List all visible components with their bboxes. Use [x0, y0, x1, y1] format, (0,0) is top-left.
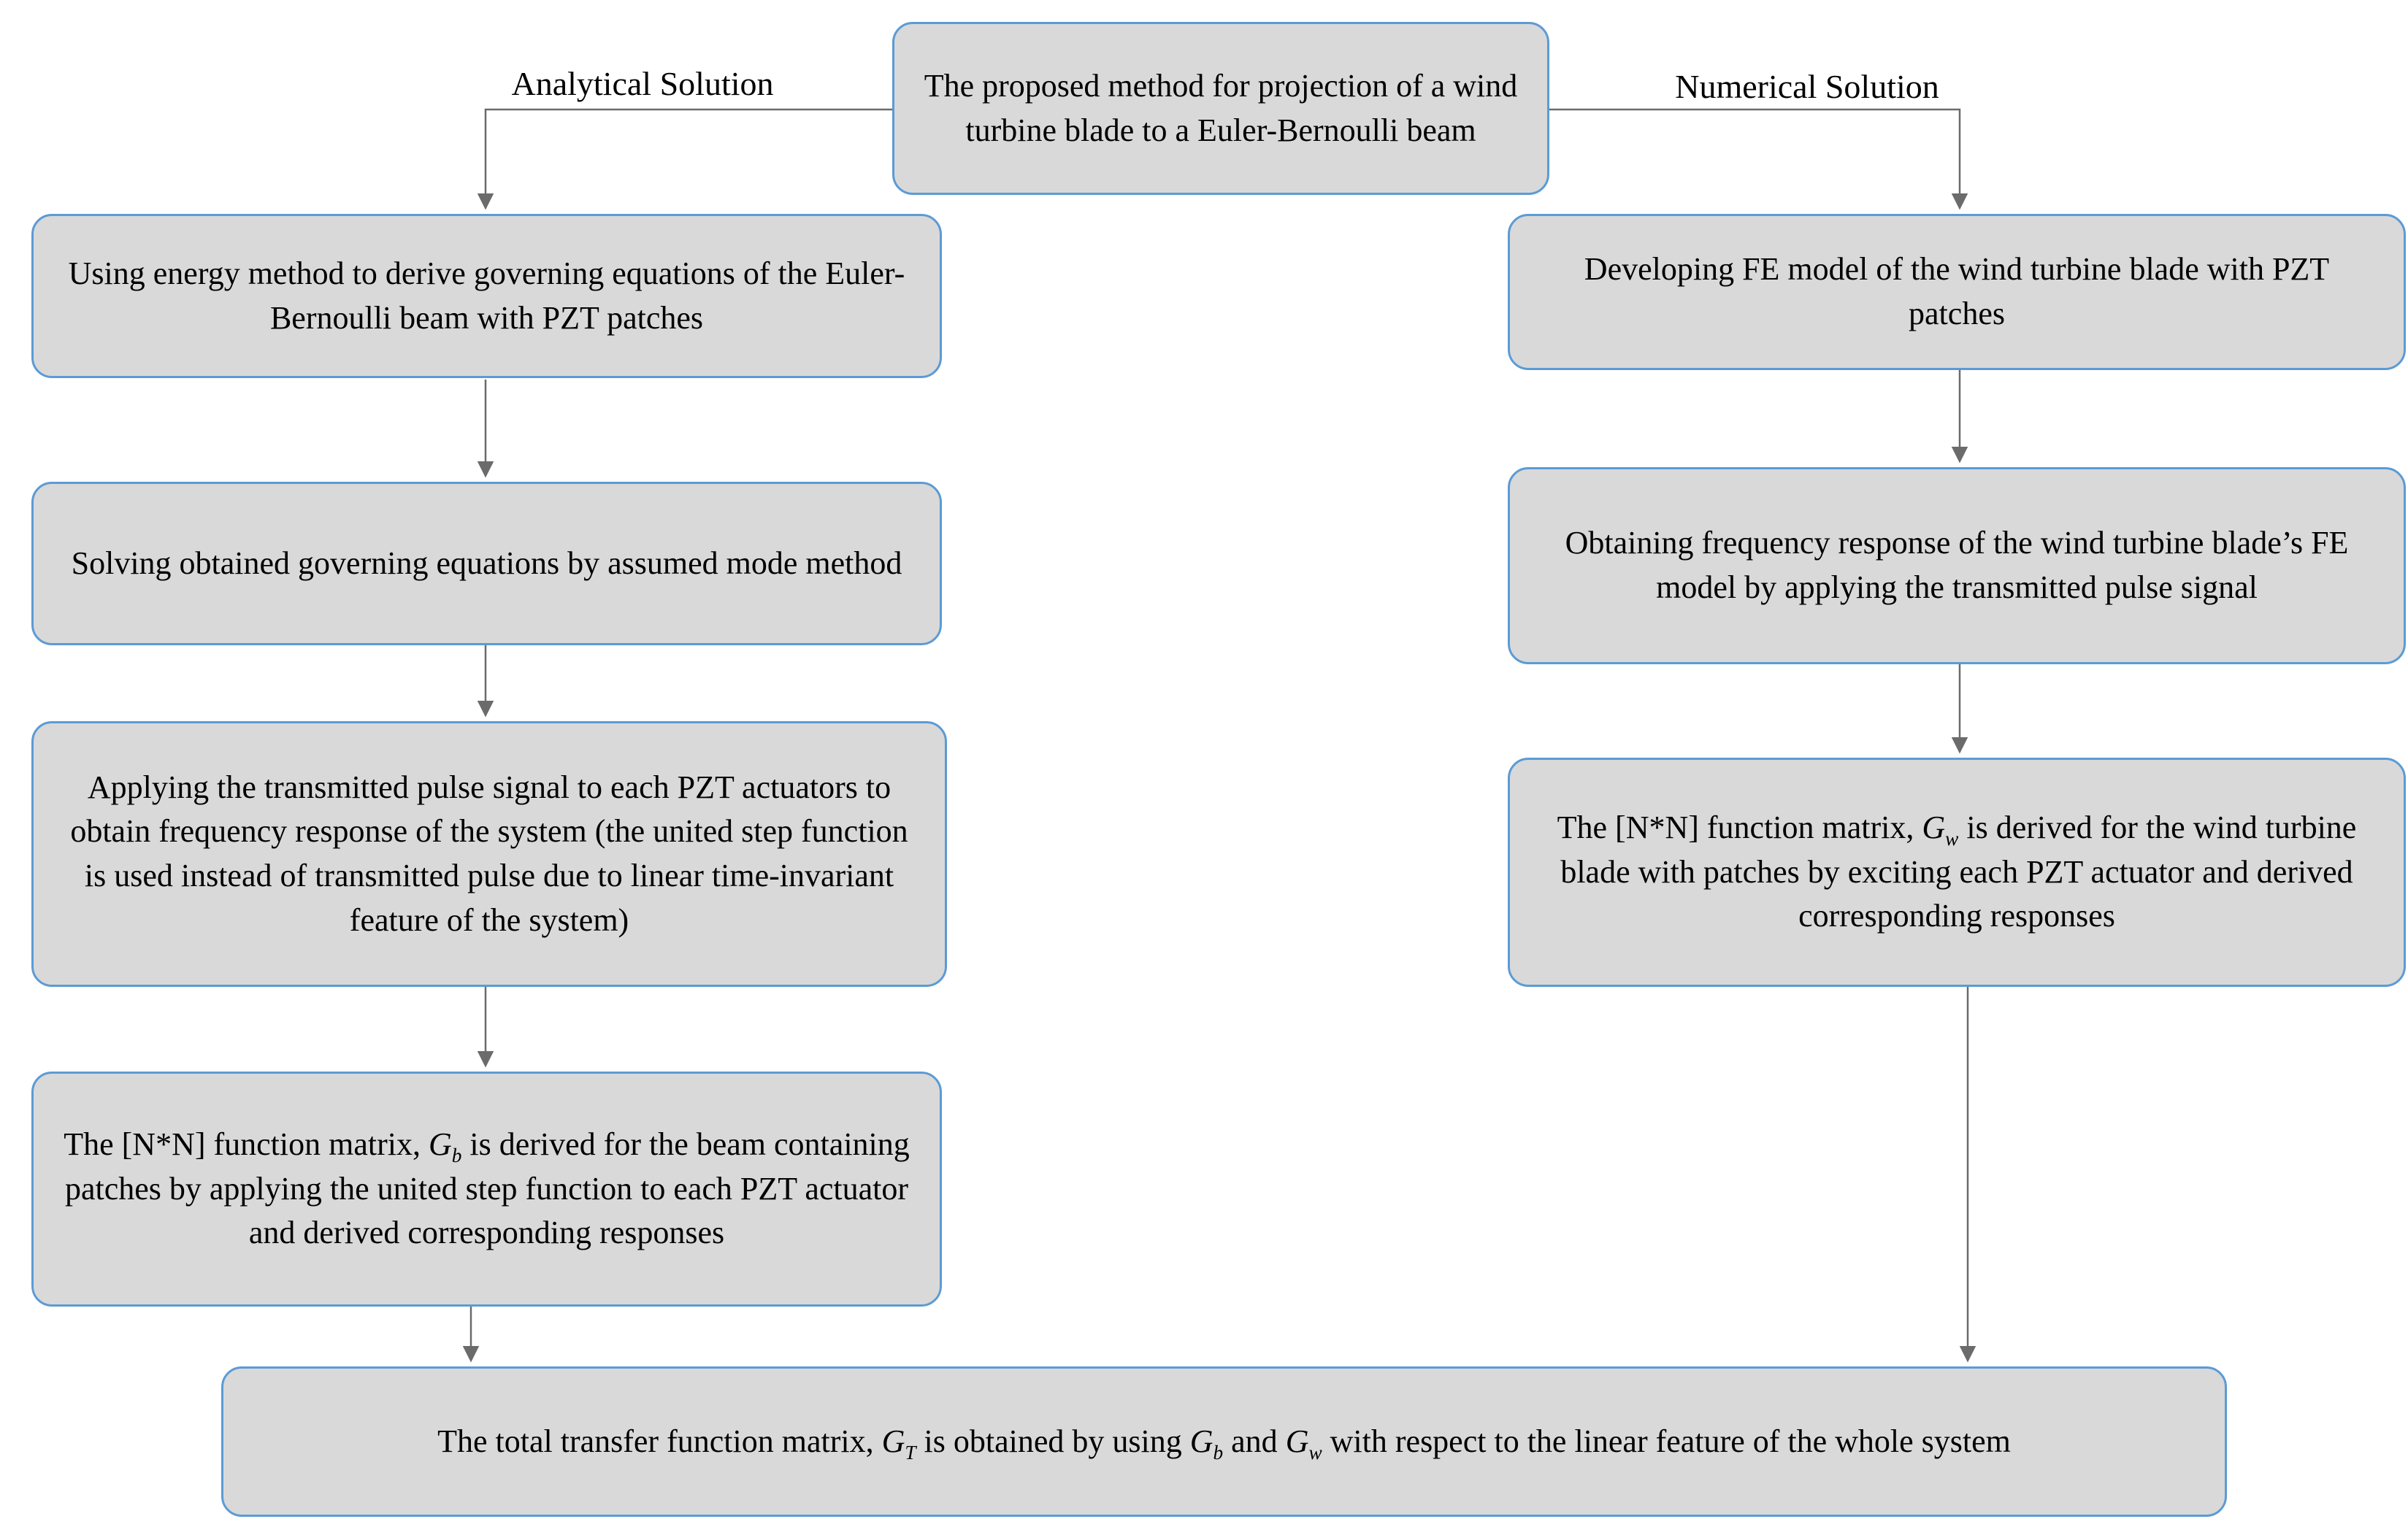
math-variable-Gb: G: [428, 1126, 452, 1162]
connector-top-to-right: [1549, 109, 1960, 207]
math-variable-Gb: G: [1189, 1423, 1213, 1459]
flow-box-title: [892, 22, 1549, 195]
flow-box-title-text: The proposed method for projection of a wind turbine blade to a Euler-Bernoulli beam: [924, 67, 1518, 148]
text-segment: is derived for the beam containing patches by applying the united step function to each PZT actuator and derived corresponding responses: [64, 1126, 910, 1251]
text-segment: is derived for the wind turbine blade with patches by exciting each PZT actuator and derived corresponding responses: [1560, 809, 2357, 934]
math-variable-Gw: G: [1285, 1423, 1309, 1459]
flow-box-left-4-text: [63, 1123, 910, 1255]
flow-box-left-1-text: Using energy method to derive governing equations of the Euler-Bernoulli beam with PZT patches: [68, 255, 905, 336]
flow-box-right-1: [1508, 214, 2406, 370]
flow-box-bottom-text: [437, 1420, 2011, 1464]
text-segment: The [N*N] function matrix,: [1557, 809, 1922, 845]
text-segment: is obtained by using: [916, 1423, 1190, 1459]
math-variable-Gw: G: [1922, 809, 1946, 845]
flow-box-left-1: [31, 214, 942, 378]
flow-box-right-3-text: [1539, 806, 2374, 939]
branch-label-analytical: Analytical Solution: [511, 65, 774, 102]
math-subscript-w: w: [1945, 827, 1959, 850]
text-segment: and: [1223, 1423, 1286, 1459]
math-subscript-w: w: [1308, 1441, 1322, 1464]
connector-top-to-left: [486, 109, 892, 207]
text-segment: with respect to the linear feature of the whole system: [1322, 1423, 2011, 1459]
flow-box-left-3: [31, 721, 947, 987]
flow-box-right-1-text: Developing FE model of the wind turbine blade with PZT patches: [1584, 251, 2330, 331]
flow-box-bottom: [221, 1366, 2227, 1517]
text-segment: The [N*N] function matrix,: [64, 1126, 429, 1162]
math-subscript-b: b: [1213, 1441, 1224, 1464]
flow-box-left-3-text: Applying the transmitted pulse signal to each PZT actuators to obtain frequency response of the system (the united step function is used instead of transmitted pulse due to linear time-invariant feature of the system): [70, 769, 908, 938]
flow-box-right-2-text: Obtaining frequency response of the wind turbine blade’s FE model by applying the transmitted pulse signal: [1565, 525, 2349, 605]
math-subscript-b: b: [451, 1144, 462, 1166]
text-segment: The total transfer function matrix,: [437, 1423, 882, 1459]
flow-box-left-2: [31, 482, 942, 645]
math-variable-GT: G: [881, 1423, 905, 1459]
math-subscript-T: T: [905, 1441, 916, 1464]
flow-box-left-4: [31, 1072, 942, 1307]
flow-box-right-2: [1508, 467, 2406, 664]
flow-box-right-3: [1508, 758, 2406, 987]
flow-box-left-2-text: Solving obtained governing equations by assumed mode method: [71, 545, 902, 581]
branch-label-numerical: Numerical Solution: [1675, 68, 1939, 105]
